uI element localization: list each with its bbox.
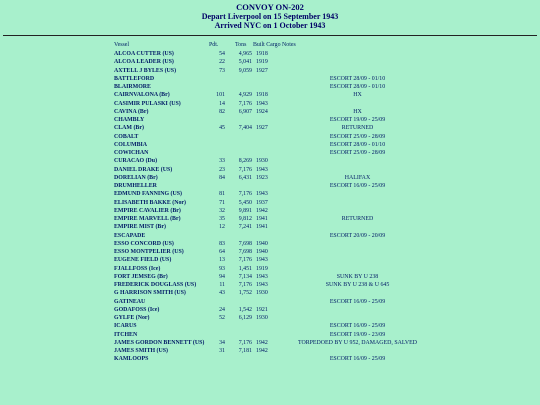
notes-cell: ESCORT 25/09 - 28/09 [329,150,386,156]
tons-cell: 1,542 [238,306,252,313]
tons-cell: 7,698 [238,249,252,255]
tons-cell: 9,891 [238,207,252,214]
vessel-cell: CAIRNVALONA (Br) [114,92,170,99]
pdt-cell: 64 [219,249,225,255]
table-row [0,248,540,256]
table-row [0,133,540,141]
vessel-cell: BLAIRMORE [114,84,151,90]
vessel-cell: GODAFOSS (Ice) [114,306,160,313]
notes-cell: ESCORT 20/09 - 20/09 [329,232,386,239]
tons-cell: 6,129 [238,315,252,321]
notes-cell: ESCORT 28/09 - 01/10 [329,75,386,82]
built-cell: 1942 [256,207,268,214]
table-row [0,281,540,289]
vessel-cell: CAVINA (Br) [114,108,149,115]
pdt-cell: 35 [219,216,225,222]
notes-cell: ESCORT 25/09 - 28/09 [329,133,386,140]
pdt-cell: 82 [219,108,225,115]
table-row [0,331,540,339]
notes-cell: ESCORT 16/09 - 25/09 [329,323,386,330]
table-row [0,108,540,116]
built-cell: 1930 [256,315,268,321]
built-cell: 1940 [256,240,268,247]
tons-cell: 6,431 [238,174,252,181]
tons-cell: 4,965 [238,51,252,57]
vessel-cell: ESSO MONTPELIER (US) [114,249,184,255]
notes-cell: ESCORT 28/09 - 01/10 [329,141,386,148]
vessel-cell: ALCOA LEADER (US) [114,59,174,66]
tons-cell: 7,698 [238,240,252,247]
pdt-cell: 45 [219,125,225,132]
pdt-cell: 94 [219,273,225,280]
vessel-cell: AXTELL J BYLES (US) [114,67,177,74]
depart-line: Depart Liverpool on 15 September 1943 [201,12,339,21]
table-row [0,67,540,75]
table-row [0,100,540,108]
tons-cell: 5,041 [238,59,252,66]
notes-cell: ESCORT 16/09 - 25/09 [329,183,386,189]
notes-cell: TORPEDOED BY U 952, DAMAGED, SALVED [297,339,418,346]
built-cell: 1942 [256,339,268,346]
vessel-cell: CHAMBLY [114,117,145,123]
built-cell: 1930 [256,290,268,297]
built-cell: 1921 [256,306,268,313]
built-cell: 1943 [256,166,268,173]
page-title: CONVOY ON-202 [236,2,304,12]
table-row [0,215,540,223]
notes-cell: RETURNED [341,125,374,132]
vessel-cell: GYLFE (Nor) [114,315,150,321]
pdt-cell: 81 [219,191,225,198]
notes-cell: HX [353,92,362,99]
pdt-cell: 84 [219,174,225,181]
table-row [0,256,540,264]
tons-cell: 9,812 [238,216,252,222]
vessel-cell: DORELIAN (Br) [114,174,158,181]
vessel-cell: G HARRISON SMITH (US) [114,290,186,297]
built-cell: 1943 [256,191,268,198]
tons-cell: 7,176 [238,191,252,198]
built-cell: 1943 [256,273,268,280]
tons-cell: 5,450 [238,199,252,206]
table-body [0,50,540,364]
table-row [0,339,540,347]
pdt-cell: 93 [219,265,225,272]
built-cell: 1918 [256,51,268,57]
pdt-cell: 71 [219,199,225,206]
tons-cell: 7,176 [238,166,252,173]
vessel-cell: FJALLFOSS (Ice) [114,265,161,272]
notes-cell: SUNK BY U 238 [336,273,379,280]
tons-cell: 7,176 [238,100,252,107]
table-row [0,174,540,182]
table-row [0,141,540,149]
table-row [0,273,540,281]
vessel-cell: COLUMBIA [114,141,148,148]
vessel-cell: ALCOA CUTTER (US) [114,51,174,57]
table-row [0,190,540,198]
notes-cell: SUNK BY U 238 & U 645 [325,282,390,288]
tons-cell: 8,269 [238,158,252,165]
table-row [0,322,540,330]
vessel-cell: COWICHAN [114,150,149,156]
vessel-cell: CLAM (Br) [114,125,144,132]
built-cell: 1919 [256,265,268,272]
table-row [0,314,540,322]
vessel-cell: FORT JEMSEG (Br) [114,273,168,280]
table-row [0,265,540,273]
table-row [0,298,540,306]
table-row [0,149,540,157]
vessel-cell: ELISABETH BAKKE (Nor) [114,199,187,206]
built-cell: 1927 [256,67,268,74]
tons-cell: 7,176 [238,339,252,346]
table-row [0,58,540,66]
header-divider [3,35,537,36]
tons-cell: 1,451 [238,265,252,272]
pdt-cell: 31 [219,348,225,354]
vessel-cell: EMPIRE MARVELL (Br) [114,216,181,222]
notes-cell: ESCORT 16/09 - 25/09 [329,356,386,363]
pdt-cell: 32 [219,207,225,214]
notes-cell: ESCORT 19/09 - 25/09 [329,117,386,123]
table-header-row [0,41,540,50]
tons-cell: 7,176 [238,282,252,288]
pdt-cell: 12 [219,224,225,231]
table-row [0,157,540,165]
pdt-cell: 43 [219,290,225,297]
arrive-line: Arrived NYC on 1 October 1943 [214,21,326,30]
table-row [0,306,540,314]
pdt-cell: 34 [219,339,225,346]
built-cell: 1927 [256,125,268,132]
built-cell: 1940 [256,249,268,255]
built-cell: 1943 [256,257,268,264]
vessel-cell: FREDERICK DOUGLASS (US) [114,282,197,288]
vessel-cell: CASIMIR PULASKI (US) [114,100,181,107]
built-cell: 1943 [256,282,268,288]
tons-cell: 7,404 [238,125,252,132]
col-built-cargo-notes-header: Built Cargo Notes [253,42,296,48]
vessel-cell: JAMES SMITH (US) [114,348,169,354]
vessel-cell: EMPIRE MIST (Br) [114,224,166,231]
table-row [0,166,540,174]
vessel-cell: CURACAO (Du) [114,158,158,165]
vessel-cell: COBALT [114,133,139,140]
convoy-table [0,41,540,364]
tons-cell: 4,929 [238,92,252,99]
table-row [0,289,540,297]
table-row [0,83,540,91]
vessel-cell: EUGENE FIELD (US) [114,257,172,264]
col-vessel-header: Vessel [114,42,130,48]
built-cell: 1918 [256,92,268,99]
col-tons-header: Tons [235,42,247,48]
pdt-cell: 101 [216,92,225,99]
vessel-cell: EMPIRE CAVALIER (Br) [114,207,181,214]
vessel-cell: KAMLOOPS [114,356,149,363]
pdt-cell: 14 [219,100,225,107]
table-row [0,116,540,124]
vessel-cell: DRUMHELLER [114,183,157,189]
pdt-cell: 52 [219,315,225,321]
table-row [0,124,540,132]
vessel-cell: ICARUS [114,323,137,330]
table-row [0,199,540,207]
table-row [0,223,540,231]
table-row [0,91,540,99]
vessel-cell: ITCHEN [114,331,138,338]
col-pdt-header: Pdt. [209,42,219,48]
built-cell: 1942 [256,348,268,354]
built-cell: 1941 [256,216,268,222]
built-cell: 1930 [256,158,268,165]
table-row [0,232,540,240]
tons-cell: 7,134 [238,273,252,280]
tons-cell: 7,241 [238,224,252,231]
notes-cell: RETURNED [341,216,374,222]
pdt-cell: 24 [219,306,225,313]
page-header [0,0,540,30]
notes-cell: ESCORT 16/09 - 25/09 [329,298,386,305]
vessel-cell: ESCAPADE [114,232,146,239]
built-cell: 1924 [256,108,268,115]
notes-cell: HALIFAX [344,174,371,181]
pdt-cell: 23 [219,166,225,173]
table-row [0,75,540,83]
pdt-cell: 33 [219,158,225,165]
table-row [0,207,540,215]
vessel-cell: EDMUND FANNING (US) [114,191,182,198]
table-row [0,182,540,190]
pdt-cell: 11 [219,282,225,288]
tons-cell: 9,059 [238,67,252,74]
vessel-cell: BATTLEFORD [114,75,155,82]
pdt-cell: 13 [219,257,225,264]
table-row [0,50,540,58]
tons-cell: 7,181 [238,348,252,354]
notes-cell: ESCORT 28/09 - 01/10 [329,84,386,90]
table-row [0,355,540,363]
pdt-cell: 22 [219,59,225,66]
pdt-cell: 83 [219,240,225,247]
built-cell: 1919 [256,59,268,66]
tons-cell: 6,907 [238,108,252,115]
tons-cell: 7,176 [238,257,252,264]
notes-cell: ESCORT 19/09 - 23/09 [329,331,386,338]
built-cell: 1923 [256,174,268,181]
built-cell: 1941 [256,224,268,231]
built-cell: 1937 [256,199,268,206]
vessel-cell: ESSO CONCORD (US) [114,240,174,247]
vessel-cell: JAMES GORDON BENNETT (US) [114,339,205,346]
vessel-cell: GATINEAU [114,298,146,305]
built-cell: 1943 [256,100,268,107]
pdt-cell: 73 [219,67,225,74]
table-row [0,240,540,248]
tons-cell: 1,752 [238,290,252,297]
vessel-cell: DANIEL DRAKE (US) [114,166,173,173]
pdt-cell: 54 [219,51,225,57]
table-row [0,347,540,355]
notes-cell: HX [353,108,362,115]
